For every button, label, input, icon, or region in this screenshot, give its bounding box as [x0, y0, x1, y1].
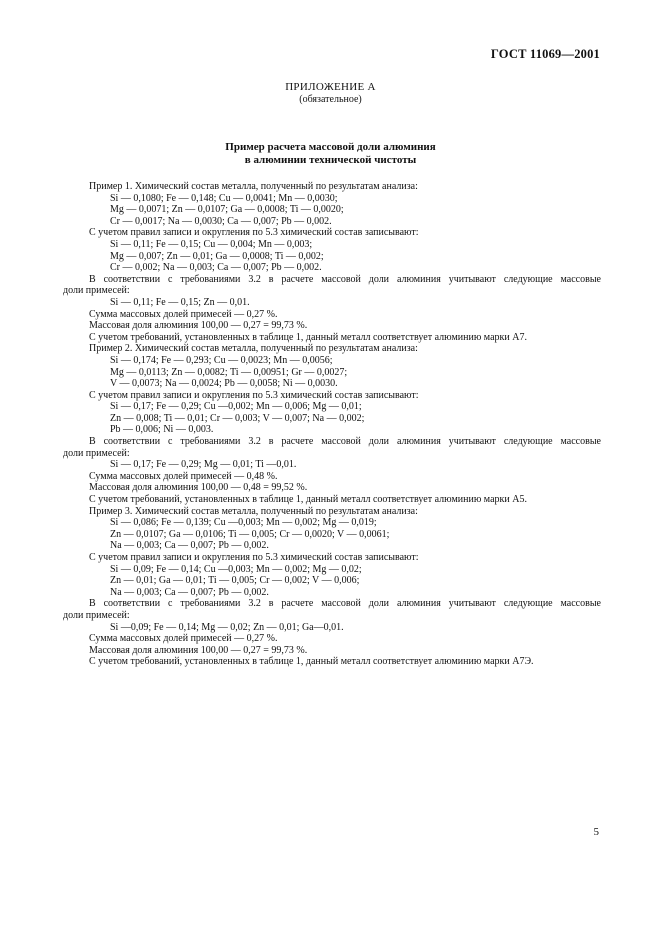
section-title-line-2: в алюминии технической чистоты — [244, 154, 417, 166]
aluminium-fraction-line: Массовая доля алюминия 100,00 — 0,48 = 99,52 %. — [89, 482, 308, 494]
appendix-heading — [0, 81, 661, 106]
body-text — [63, 181, 601, 668]
impurities-sum-line: Сумма массовых долей примесей — 0,27 %. — [89, 308, 278, 320]
composition-line: Si — 0,174; Fe — 0,293; Cu — 0,0023; Mn — 0,0056; — [110, 354, 333, 366]
section-title — [0, 141, 661, 167]
composition-line: Mg — 0,0071; Zn — 0,0107; Ga — 0,0008; Ti — 0,0020; — [110, 204, 344, 216]
requirement-line: В соответствии с требованиями 3.2 в расчете массовой доли алюминия учитывают следующие массовые — [89, 273, 601, 285]
composition-line: Si — 0,086; Fe — 0,139; Cu —0,003; Mn — 0,002; Mg — 0,019; — [110, 517, 377, 529]
impurities-line: Si — 0,17; Fe — 0,29; Mg — 0,01; Ti —0,01. — [110, 459, 297, 471]
requirement-line-continued: доли примесей: — [63, 609, 130, 621]
composition-line: Si — 0,11; Fe — 0,15; Cu — 0,004; Mn — 0,003; — [110, 238, 313, 250]
composition-line: Pb — 0,006; Ni — 0,003. — [110, 424, 214, 436]
standard-code-header: ГОСТ 11069—2001 — [490, 47, 600, 61]
aluminium-fraction-line: Массовая доля алюминия 100,00 — 0,27 = 99,73 %. — [89, 644, 308, 656]
example-1-heading: Пример 1. Химический состав металла, полученный по результатам анализа: — [89, 181, 418, 192]
grade-conclusion-line: С учетом требований, установленных в таблице 1, данный металл соответствует алюминию марки А7. — [89, 331, 527, 343]
composition-line: Cr — 0,002; Na — 0,003; Ca — 0,007; Pb — 0,002. — [110, 262, 322, 274]
page-number: 5 — [593, 826, 599, 838]
aluminium-fraction-line: Массовая доля алюминия 100,00 — 0,27 = 99,73 %. — [89, 320, 308, 332]
example-3-heading: Пример 3. Химический состав металла, полученный по результатам анализа: — [89, 505, 418, 517]
composition-line: Na — 0,003; Ca — 0,007; Pb — 0,002. — [110, 586, 269, 598]
section-title-line-1: Пример расчета массовой доли алюминия — [225, 141, 436, 153]
requirement-line-continued: доли примесей: — [63, 447, 130, 459]
requirement-line: В соответствии с требованиями 3.2 в расчете массовой доли алюминия учитывают следующие массовые — [89, 436, 601, 448]
example-2-heading: Пример 2. Химический состав металла, полученный по результатам анализа: — [89, 343, 418, 355]
impurities-line: Si — 0,11; Fe — 0,15; Zn — 0,01. — [110, 296, 250, 308]
impurities-sum-line: Сумма массовых долей примесей — 0,48 %. — [89, 470, 278, 482]
rounding-rule-line: С учетом правил записи и округления по 5.3 химический состав записывают: — [89, 389, 419, 401]
composition-line: V — 0,0073; Na — 0,0024; Pb — 0,0058; Ni — 0,0030. — [110, 378, 338, 390]
rounding-rule-line: С учетом правил записи и округления по 5.3 химический состав записывают: — [89, 552, 419, 563]
composition-line: Zn — 0,008; Ti — 0,01; Cr — 0,003; V — 0,007; Na — 0,002; — [110, 412, 365, 424]
composition-line: Na — 0,003; Ca — 0,007; Pb — 0,002. — [110, 540, 269, 552]
composition-line: Mg — 0,0113; Zn — 0,0082; Ti — 0,00951; Gr — 0,0027; — [110, 366, 348, 378]
impurities-sum-line: Сумма массовых долей примесей — 0,27 %. — [89, 633, 278, 645]
grade-conclusion-line: С учетом требований, установленных в таблице 1, данный металл соответствует алюминию марки А7Э. — [89, 656, 534, 668]
composition-line: Zn — 0,0107; Ga — 0,0106; Ti — 0,005; Cr — 0,0020; V — 0,0061; — [110, 528, 390, 540]
appendix-subtitle: (обязательное) — [299, 94, 362, 105]
composition-line: Cr — 0,0017; Na — 0,0030; Ca — 0,007; Pb — 0,002. — [110, 215, 332, 227]
composition-line: Si — 0,09; Fe — 0,14; Cu —0,003; Mn — 0,002; Mg — 0,02; — [110, 563, 362, 575]
impurities-line: Si —0,09; Fe — 0,14; Mg — 0,02; Zn — 0,01; Ga—0,01. — [110, 621, 344, 633]
appendix-title: ПРИЛОЖЕНИЕ А — [285, 81, 376, 93]
composition-line: Zn — 0,01; Ga — 0,01; Ti — 0,005; Cr — 0,002; V — 0,006; — [110, 575, 360, 587]
requirement-line-continued: доли примесей: — [63, 285, 130, 297]
requirement-line: В соответствии с требованиями 3.2 в расчете массовой доли алюминия учитывают следующие массовые — [89, 598, 601, 610]
composition-line: Mg — 0,007; Zn — 0,01; Ga — 0,0008; Ti — 0,002; — [110, 250, 324, 262]
rounding-rule-line: С учетом правил записи и округления по 5.3 химический состав записывают: — [89, 227, 419, 239]
composition-line: Si — 0,1080; Fe — 0,148; Cu — 0,0041; Mn — 0,0030; — [110, 192, 338, 204]
grade-conclusion-line: С учетом требований, установленных в таблице 1, данный металл соответствует алюминию марки А5. — [89, 494, 527, 506]
composition-line: Si — 0,17; Fe — 0,29; Cu —0,002; Mn — 0,006; Mg — 0,01; — [110, 401, 362, 413]
